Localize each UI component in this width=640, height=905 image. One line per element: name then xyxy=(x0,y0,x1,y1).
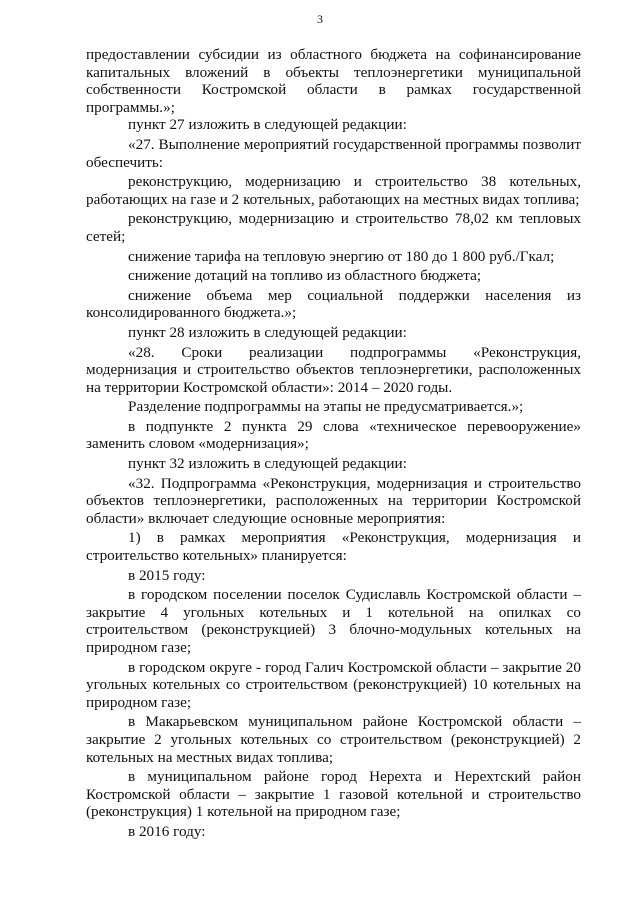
paragraph: «28. Сроки реализации подпрограммы «Реконструкция, модернизация и строительство объектов теплоэнергетики, расположенных на территории Костромской области»: 2014 – 2020 годы. xyxy=(86,343,581,396)
paragraph: в подпункте 2 пункта 29 слова «техническое перевооружение» заменить словом «модернизация»; xyxy=(86,417,581,453)
paragraph: «32. Подпрограмма «Реконструкция, модернизация и строительство объектов теплоэнергетики, расположенных на территории Костромской области» включает следующие основные мероприятия: xyxy=(86,474,581,527)
paragraph: в 2015 году: xyxy=(128,566,206,584)
paragraph: реконструкцию, модернизацию и строительство 38 котельных, работающих на газе и 2 котельных, работающих на местных видах топлива; xyxy=(86,173,581,208)
paragraph: в муниципальном районе город Нерехта и Нерехтский район Костромской области – закрытие 1 газовой котельной и строительство (реконструкция) 1 котельной на природном газе; xyxy=(86,768,581,821)
paragraph: «27. Выполнение мероприятий государственной программы позволит обеспечить: xyxy=(86,135,581,171)
paragraph: снижение дотаций на топливо из областного бюджета; xyxy=(128,267,482,285)
paragraph: в Макарьевском муниципальном районе Костромской области – закрытие 2 угольных котельных со строительством (реконструкцией) 2 котельных на местных видах топлива; xyxy=(86,713,581,766)
paragraph: предоставлении субсидии из областного бюджета на софинансирование капитальных вложений в объекты теплоэнергетики муниципальной собственности Костромской области в рамках государственной программы.»; xyxy=(86,46,581,116)
paragraph: снижение тарифа на тепловую энергию от 180 до 1 800 руб./Гкал; xyxy=(128,247,555,265)
paragraph: Разделение подпрограммы на этапы не предусматривается.»; xyxy=(128,398,524,416)
document-body xyxy=(86,46,581,841)
paragraph: 1) в рамках мероприятия «Реконструкция, модернизация и строительство котельных» планируется: xyxy=(86,529,581,565)
paragraph: в городском округе - город Галич Костромской области – закрытие 20 угольных котельных со строительством (реконструкцией) 10 котельных на природном газе; xyxy=(86,658,581,711)
page-number: 3 xyxy=(317,12,323,26)
paragraph: в городском поселении поселок Судиславль Костромской области – закрытие 4 угольных котельных и 1 котельной на опилках со строительством (реконструкцией) 3 блочно-модульных котельных на природном газе; xyxy=(86,586,581,656)
paragraph: пункт 32 изложить в следующей редакции: xyxy=(128,455,407,473)
paragraph: реконструкцию, модернизацию и строительство 78,02 км тепловых сетей; xyxy=(86,210,581,245)
paragraph: снижение объема мер социальной поддержки населения из консолидированного бюджета.»; xyxy=(86,286,581,322)
paragraph: пункт 28 изложить в следующей редакции: xyxy=(128,323,407,341)
paragraph: пункт 27 изложить в следующей редакции: xyxy=(128,116,407,134)
paragraph: в 2016 году: xyxy=(128,822,206,840)
